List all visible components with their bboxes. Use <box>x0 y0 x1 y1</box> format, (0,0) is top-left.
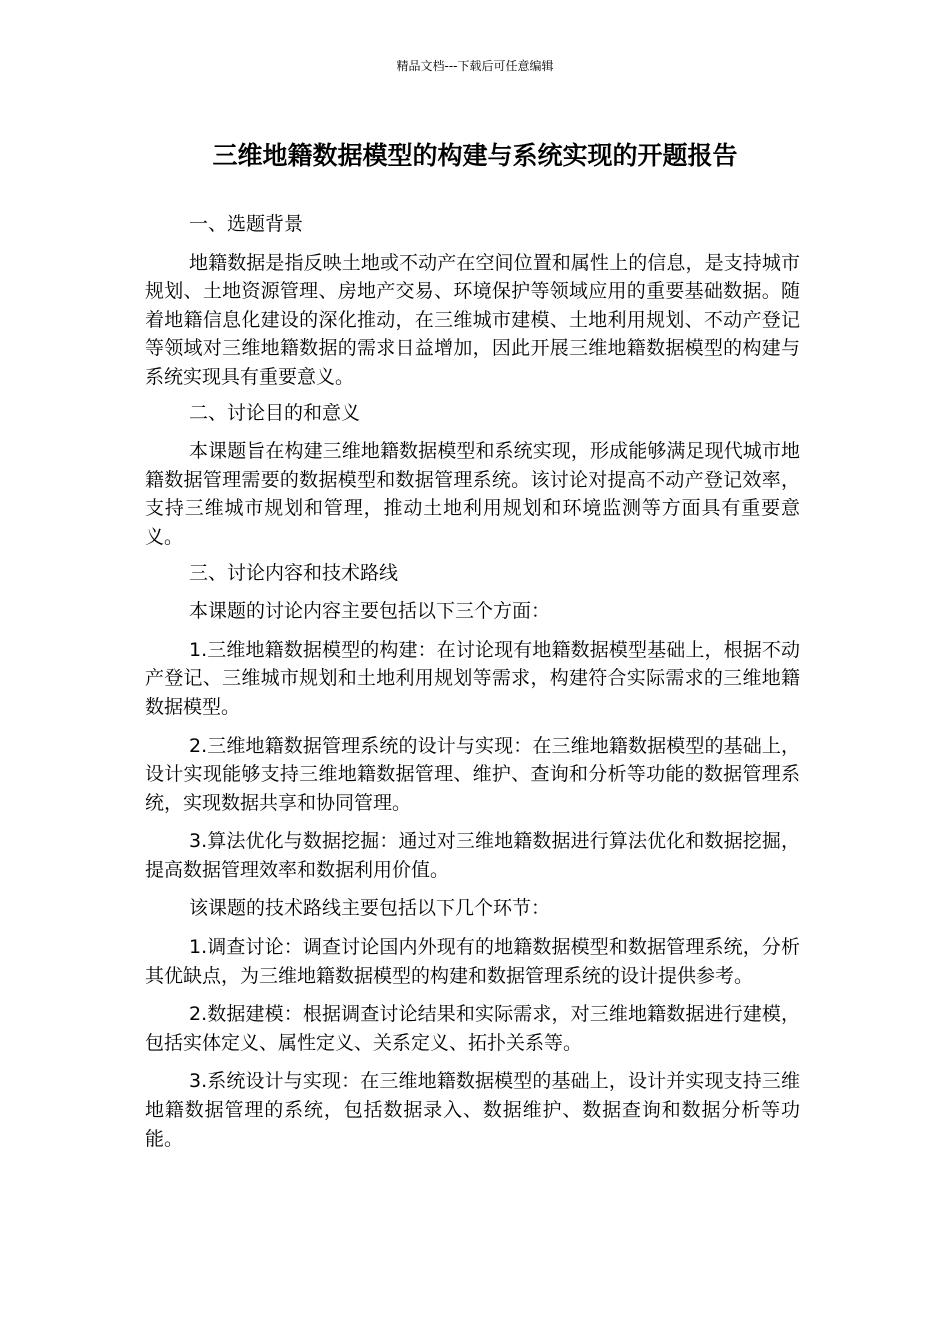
paragraph-route-item-2: 2.数据建模：根据调查讨论结果和实际需求，对三维地籍数据进行建模，包括实体定义、属性定义、关系定义、拓扑关系等。 <box>145 1003 800 1054</box>
paragraph-background: 地籍数据是指反映土地或不动产在空间位置和属性上的信息，是支持城市规划、土地资源管理、房地产交易、环境保护等领域应用的重要基础数据。随着地籍信息化建设的深化推动，在三维城市建模、土地利用规划、不动产登记等领域对三维地籍数据的需求日益增加，因此开展三维地籍数据模型的构建与系统实现具有重要意义。 <box>145 251 800 388</box>
paragraph-route-intro: 该课题的技术路线主要包括以下几个环节： <box>189 897 551 920</box>
paragraph-purpose: 本课题旨在构建三维地籍数据模型和系统实现，形成能够满足现代城市地籍数据管理需要的数据模型和数据管理系统。该讨论对提高不动产登记效率，支持三维城市规划和管理，推动土地利用规划和环境监测等方面具有重要意义。 <box>145 440 800 548</box>
document-body <box>145 210 800 1153</box>
paragraph-content-item-3: 3.算法优化与数据挖掘：通过对三维地籍数据进行算法优化和数据挖掘，提高数据管理效率和数据利用价值。 <box>145 830 800 881</box>
paragraph-route-item-3: 3.系统设计与实现：在三维地籍数据模型的基础上，设计并实现支持三维地籍数据管理的系统，包括数据录入、数据维护、数据查询和数据分析等功能。 <box>145 1070 800 1150</box>
paragraph-content-intro: 本课题的讨论内容主要包括以下三个方面： <box>189 600 551 623</box>
paragraph-content-item-1: 1.三维地籍数据模型的构建：在讨论现有地籍数据模型基础上，根据不动产登记、三维城市规划和土地利用规划等需求，构建符合实际需求的三维地籍数据模型。 <box>145 638 800 718</box>
section-heading-background: 一、选题背景 <box>189 213 304 235</box>
paragraph-content-item-2: 2.三维地籍数据管理系统的设计与实现：在三维地籍数据模型的基础上，设计实现能够支持三维地籍数据管理、维护、查询和分析等功能的数据管理系统，实现数据共享和协同管理。 <box>145 734 800 814</box>
header-watermark: 精品文档---下载后可任意编辑 <box>396 59 554 73</box>
section-heading-purpose: 二、讨论目的和意义 <box>189 401 361 424</box>
paragraph-route-item-1: 1.调查讨论：调查讨论国内外现有的地籍数据模型和数据管理系统，分析其优缺点，为三维地籍数据模型的构建和数据管理系统的设计提供参考。 <box>145 936 800 987</box>
document-title: 三维地籍数据模型的构建与系统实现的开题报告 <box>212 141 738 170</box>
section-heading-content: 三、讨论内容和技术路线 <box>189 561 399 584</box>
